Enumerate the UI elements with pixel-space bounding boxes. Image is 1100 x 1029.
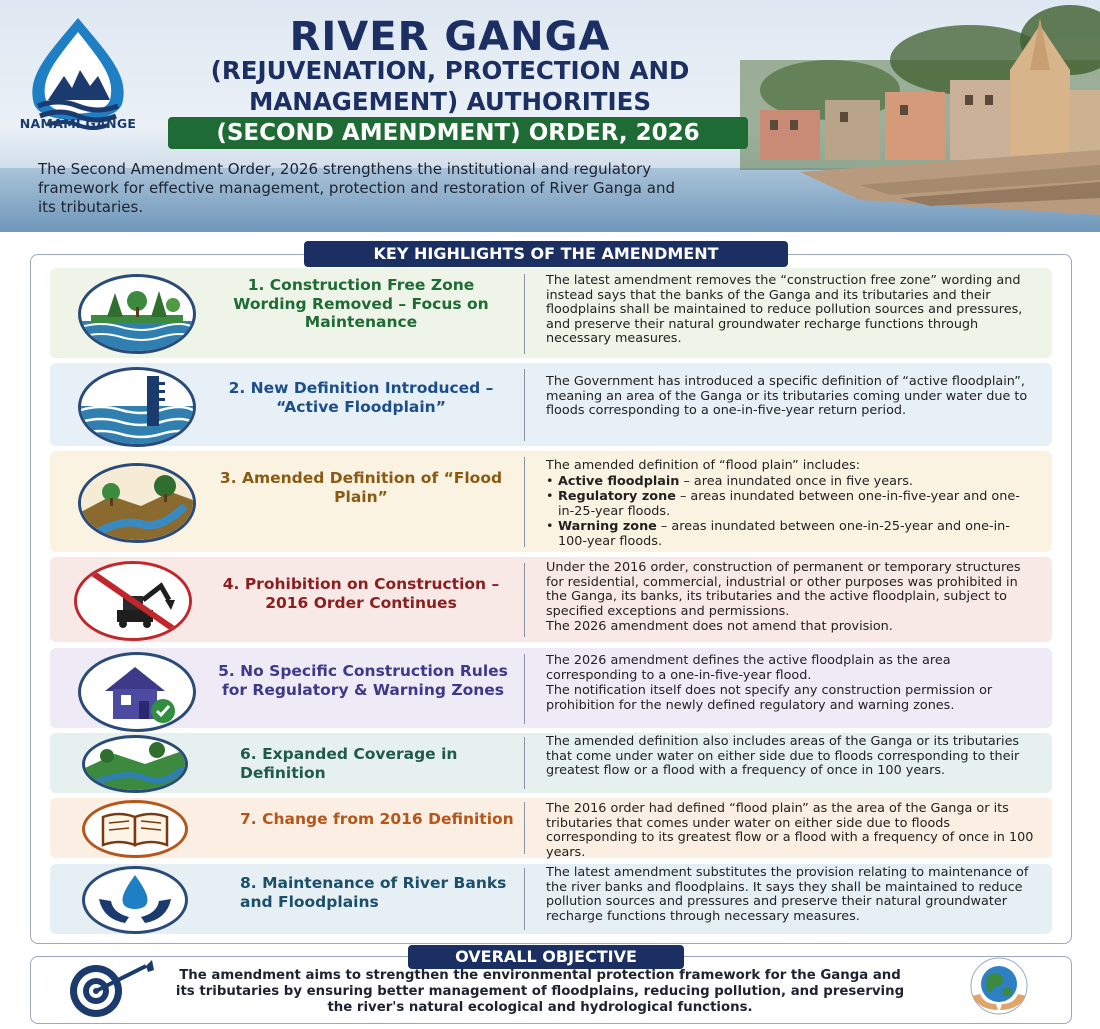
row-3-desc [546, 459, 1036, 550]
row-divider [524, 457, 525, 547]
row-1-title: 1. Construction Free Zone Wording Removed – Focus on Maintenance [233, 276, 489, 331]
highlight-row-3 [50, 451, 1052, 552]
title-line-3: MANAGEMENT) AUTHORITIES [248, 87, 652, 116]
water-drop-hands-icon [82, 866, 188, 934]
highlight-row-2 [50, 363, 1052, 446]
row-8-desc [546, 866, 1036, 925]
row-2-title: 2. New Definition Introduced – “Active Floodplain” [228, 379, 494, 416]
highlight-row-8 [50, 864, 1052, 934]
subtitle-badge: (SECOND AMENDMENT) ORDER, 2026 [168, 117, 748, 149]
bullet-term: Warning zone [558, 519, 657, 534]
highlight-row-5 [50, 648, 1052, 728]
bullet-text: – areas inundated between one-in-five-year and one-in-25-year floods. [558, 489, 1020, 519]
row-1-desc-p1: The latest amendment removes the “construction free zone” wording and instead says that the banks of the Ganga and its tributaries and their floodplains shall be maintained to reduce pollution sources and pressures, and preserve their natural groundwater recharge functions through necessary measures. [546, 273, 1023, 346]
row-4-desc [546, 561, 1036, 636]
house-check-icon [78, 652, 196, 732]
header-banner [0, 0, 1100, 232]
row-divider [524, 802, 525, 854]
highlights-heading: KEY HIGHLIGHTS OF THE AMENDMENT [304, 241, 788, 267]
title-main: RIVER GANGA [289, 14, 611, 60]
intro-text: The Second Amendment Order, 2026 strengthens the institutional and regulatory framework for effective management, protection and restoration of River Ganga and its tributaries. [38, 160, 675, 216]
bullet-term: Active floodplain [558, 473, 680, 489]
bullet-text: – areas inundated between one-in-25-year and one-in-100-year floods. [558, 519, 1010, 549]
row-3-bullet-2 [546, 490, 1036, 519]
row-1-desc [546, 274, 1036, 348]
row-divider [524, 737, 525, 789]
ghat-temple-illustration [740, 0, 1100, 232]
row-4-desc-p1: Under the 2016 order, construction of permanent or temporary structures for residential, commercial, industrial or other purposes was prohibited in the Ganga, its banks, its tributaries and the active floodplain, subject to specified exceptions and permissions. [546, 560, 1021, 619]
row-3-bullet-3 [546, 520, 1036, 549]
row-6-desc-p1: The amended definition also includes areas of the Ganga or its tributaries that come under water on either side due to floods corresponding to their greatest flow or a flood with a frequency of once in 100 years. [546, 734, 1020, 778]
row-2-desc [546, 375, 1036, 420]
row-divider [524, 369, 525, 441]
row-4-title: 4. Prohibition on Construction – 2016 Order Continues [222, 575, 500, 612]
highlight-row-6 [50, 733, 1052, 793]
row-5-desc [546, 654, 1036, 714]
bullet-term: Regulatory zone [558, 489, 676, 504]
row-2-desc-p1: The Government has introduced a specific definition of “active floodplain”, meaning an area of the Ganga or its tributaries coming under water due to floods corresponding to a one-in-five-year return period. [546, 374, 1028, 418]
row-5-desc-p1: The 2026 amendment defines the active floodplain as the area corresponding to a one-in-five-year flood. [546, 653, 951, 683]
no-excavator-icon [74, 561, 192, 641]
title-line-2: (REJUVENATION, PROTECTION AND [210, 56, 690, 85]
row-7-desc [546, 802, 1036, 861]
row-3-desc-intro: The amended definition of “flood plain” includes: [546, 458, 861, 473]
highlight-row-4 [50, 557, 1052, 642]
floodplain-landscape-icon [78, 463, 196, 543]
objective-heading: OVERALL OBJECTIVE [408, 945, 684, 969]
target-arrow-icon [50, 958, 160, 1020]
highlight-row-7 [50, 798, 1052, 858]
row-6-title: 6. Expanded Coverage in Definition [240, 745, 458, 782]
open-book-icon [82, 800, 188, 858]
flood-gauge-icon [78, 367, 196, 447]
row-7-title: 7. Change from 2016 Definition [240, 810, 514, 828]
row-6-desc [546, 735, 1036, 780]
bullet-text: – area inundated once in five years. [679, 473, 913, 489]
row-7-desc-p1: The 2016 order had defined “flood plain” as the area of the Ganga or its tributaries that comes under water on either side due to floods corresponding to its greatest flow or a flood with a frequency of once in 100 years. [546, 801, 1034, 860]
row-divider [524, 868, 525, 930]
riverbank-trees-icon [78, 274, 196, 354]
row-3-bullet-1 [546, 475, 1036, 490]
globe-hands-icon [946, 956, 1052, 1022]
row-5-title: 5. No Specific Construction Rules for Regulatory & Warning Zones [218, 662, 508, 699]
row-8-desc-p1: The latest amendment substitutes the provision relating to maintenance of the river banks and floodplains. It says they shall be maintained to reduce pollution sources and pressures and preserve their natural groundwater recharge functions through necessary measures. [546, 865, 1029, 924]
row-divider [524, 654, 525, 724]
highlight-row-1 [50, 268, 1052, 358]
row-4-desc-p2: The 2026 amendment does not amend that provision. [546, 619, 893, 634]
row-divider [524, 274, 525, 354]
row-3-title: 3. Amended Definition of “Flood Plain” [219, 469, 503, 506]
row-divider [524, 563, 525, 637]
green-landscape-icon [82, 735, 188, 793]
logo-text: NAMAMI GANGE [19, 116, 137, 131]
objective-text: The amendment aims to strengthen the environmental protection framework for the Ganga and its tributaries by ensuring better management of floodplains, reducing pollution, and preserving the river's natural ecological and hydrological functions. [175, 968, 905, 1015]
row-8-title: 8. Maintenance of River Banks and Floodplains [240, 874, 507, 911]
row-5-desc-p2: The notification itself does not specify any construction permission or prohibition for the newly defined regulatory and warning zones. [546, 683, 993, 713]
